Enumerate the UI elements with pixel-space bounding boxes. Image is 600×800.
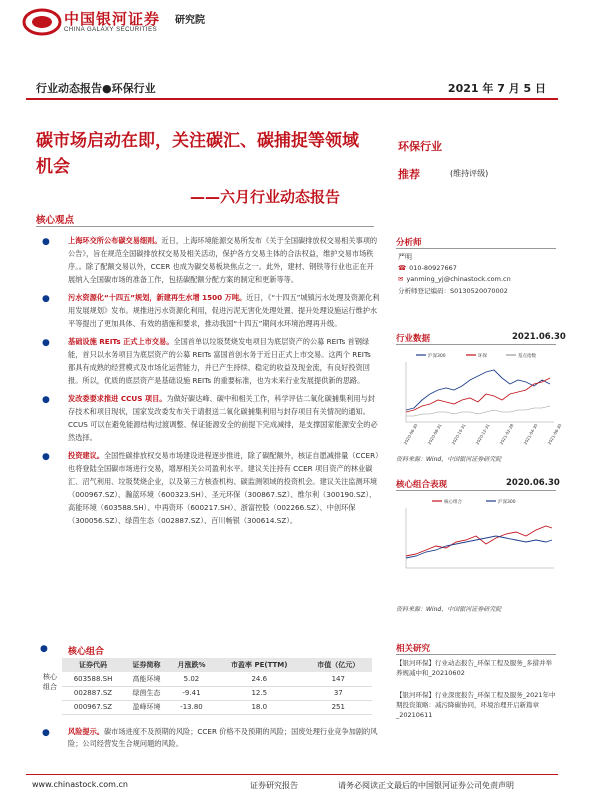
key-point (40, 291, 380, 330)
table-cell: 绿茵生态 (124, 686, 169, 700)
table-cell: 603588.SH (62, 672, 124, 686)
column-header: 证券代码 (62, 658, 124, 672)
divider (396, 490, 556, 491)
table-row (62, 700, 372, 714)
column-header: 市值（亿元） (305, 658, 372, 672)
footer-site[interactable]: www.chinastock.com.cn (32, 780, 128, 789)
related-link[interactable]: 【银河环保】行业动态报告_环保工程及服务_多措并举养规减中和_20210602 (396, 659, 552, 677)
analyst-phone (398, 264, 457, 272)
analyst-email[interactable] (398, 275, 511, 283)
key-point (40, 335, 380, 387)
risk-lead: 风险提示。 (68, 727, 104, 736)
divider (396, 344, 556, 345)
divider (396, 654, 556, 655)
key-points-heading: 核心观点 (36, 215, 75, 226)
table-cell: 18.0 (214, 700, 305, 714)
industry-chart-source: 资料来源：Wind，中国银河证券研究院 (396, 456, 502, 463)
legend-label: 沪深300 (498, 500, 516, 505)
related-link[interactable]: 【银河环保】行业深度报告_环保工程及服务_2021年中期投资策略：减污降碳协同，环境治理开启新篇章_20210611 (396, 691, 556, 719)
bullet-icon: ● (42, 728, 50, 738)
key-point-lead: 发改委要求推进 CCUS 项目。 (68, 394, 167, 403)
footer-divider (26, 774, 558, 775)
core-perf-heading: 核心组合表现 (396, 480, 448, 490)
core-perf-date: 2020.06.30 (506, 478, 560, 488)
table-cell: -13.80 (169, 700, 214, 714)
legend-label: 环保 (478, 354, 487, 359)
phone-icon: ☎ (398, 264, 407, 272)
industry-data-heading: 行业数据 (396, 334, 431, 344)
x-tick-label: 2021-04-30 (522, 422, 539, 446)
column-header: 月涨跌% (169, 658, 214, 672)
key-point-text: 为做好碳达峰、碳中和相关工作，科学评估二氧化碳捕集利用与封存技术和项目现状，国家发改委发布关于请报送二氧化碳捕集利用与封存项目有关情况的通知。CCUS 可以在避免能源结构过渡调整、保证能源安全的前提下完成减排，是支撑国家能源安全的必然选择。 (68, 394, 378, 442)
report-banner (26, 74, 558, 100)
table-cell: 37 (305, 686, 372, 700)
bullet-icon: ● (42, 338, 50, 348)
column-header: 证券简称 (124, 658, 169, 672)
industry-data-date: 2021.06.30 (512, 332, 566, 342)
legend-label: 沪深300 (428, 354, 446, 359)
bullet-icon: ● (42, 452, 50, 462)
table-row (62, 672, 372, 686)
footer-label: 证券研究报告 (250, 781, 298, 790)
x-tick-label: 2020-06-30 (402, 422, 419, 446)
table-cell: 002887.SZ (62, 686, 124, 700)
risk-text: 碳市场进度不及预期的风险；CCER 价格不及预期的风险；国废处理行业竞争加剧的风险；公司经营发生合规问题的风险。 (68, 727, 378, 748)
rating-label: 推荐 (398, 168, 420, 181)
industry-chart (396, 350, 563, 450)
key-point-text: 近日，上海环境能源交易所发布《关于全国碳排放权交易相关事项的公告》，旨在规范全国碳排放权交易及相关活动，保护各方交易主体的合法权益，维护交易市场秩序。。除了配额交易以外，CCER 也成为碳交易板块焦点之一。此外，建材、钢铁等行业也正在开展纳入全国碳市场的准备工作，包括碳配额分配方案的制定和更新等等。 (68, 236, 378, 284)
key-point-text: 全国首单以垃圾焚烧发电项目为底层资产的公募 REITs 首钢绿能，首只以水务项目为底层资产的公募 REITs 富国首创水务于近日正式上市交易。这两个 REITs 都具有成熟的经营模式及市场化运营能力，并已产生持续、稳定的收益及现金流，有良好投资回报。所以，优质的底层资产是基础设施 REITs 的重要标准，也为未来行业发展提供新的思路。 (68, 337, 371, 385)
table-cell: 盈峰环境 (124, 700, 169, 714)
report-type: 行业动态报告●环保行业 (36, 82, 156, 95)
key-point-text: 近日，《“十四五”城镇污水处理及资源化利用发展规划》发布。规推进污水资源化利用，促进污泥无害化处理处置、提升处理设施运行维护水平等提出了更加具体、有效的措施和要求，推动我国“十四五”期间水环境治理再升级。 (68, 293, 380, 328)
x-tick-label: 2021-06-30 (546, 422, 563, 446)
analyst-cert: 分析师登记编码：S0130520070002 (398, 287, 508, 295)
table-cell: 高能环境 (124, 672, 169, 686)
key-point-text: 全国性碳排放权交易市场建设进程逐步推进，除了碳配额外，核证自愿减排量（CCER）也将登陆全国碳市场进行交易，增厚相关公司盈利水平。建议关注持有 CCER 项目资产的林业碳汇、沼气利用、垃圾焚烧企业，以及第三方核查机构、碳监测领域的投资机会。建议关注监测环境（000967.SZ）、瀚蓝环境（600323.SH）、圣元环保（300867.SZ）、维尔利（300190.SZ）、高能环境（603588.SH）、中再资环（600217.SH）、浙富控股（002266.SZ）、中创环保（300056.SZ）、绿茵生态（002887.SZ）、百川畅银（300614.SZ）。 (68, 451, 379, 525)
risk-warning (40, 726, 380, 750)
table-cell: 12.5 (214, 686, 305, 700)
brand-name: 中国银河证券 (64, 10, 161, 28)
bullet-icon: ● (42, 294, 50, 304)
analyst-heading: 分析师 (396, 238, 422, 248)
legend-label: 核心组合 (444, 500, 462, 505)
bullet-icon: ● (40, 644, 48, 654)
table-cell: 000967.SZ (62, 700, 124, 714)
x-tick-label: 2020-12-31 (474, 422, 491, 446)
email-icon: ✉ (398, 275, 404, 283)
x-tick-label: 2020-10-31 (450, 422, 467, 446)
table-row (62, 686, 372, 700)
core-perf-source: 资料来源：Wind，中国银河证券研究院 (396, 606, 502, 613)
institute-label: 研究院 (175, 15, 205, 26)
report-subtitle: ——六月行业动态报告 (190, 188, 341, 206)
table-cell: -9.41 (169, 686, 214, 700)
analyst-email-value: yanming_yj@chinastock.com.cn (406, 275, 511, 283)
analyst-phone-value: 010-80927667 (409, 264, 457, 272)
china-galaxy-logo-icon (22, 6, 62, 38)
report-title: 碳市场启动在即，关注碳汇、碳捕捉等领域机会 (36, 131, 359, 177)
bullet-icon: ● (42, 237, 50, 247)
footer-disclaimer: 请务必阅读正文最后的中国银河证券公司免责声明 (338, 781, 514, 790)
rating-note: (维持评级) (450, 169, 489, 178)
report-date: 2021 年 7 月 5 日 (447, 82, 546, 95)
key-points-list (40, 234, 380, 532)
brand-name-en: CHINA GALAXY SECURITIES (64, 27, 158, 33)
bullet-icon: ● (42, 395, 50, 405)
legend-label: 基点指数 (518, 354, 536, 359)
analyst-name: 严明 (398, 253, 412, 261)
key-point-lead: 基础设施 REITs 正式上市交易。 (68, 337, 174, 346)
table-cell: 147 (305, 672, 372, 686)
x-tick-label: 2020-08-31 (426, 422, 443, 446)
key-point (40, 392, 380, 444)
key-point-lead: 污水资源化“十四五”规划，新建再生水增 1500 万吨。 (68, 293, 247, 302)
key-point (40, 449, 380, 527)
key-point-lead: 投资建议。 (68, 451, 104, 460)
pool-title: 核心组合 (68, 647, 105, 657)
key-point (40, 234, 380, 286)
core-perf-chart (396, 496, 558, 596)
pool-side-label: 核心组合 (43, 673, 57, 691)
table-cell: 24.6 (214, 672, 305, 686)
related-heading: 相关研究 (396, 644, 431, 654)
sector-name: 环保行业 (398, 140, 442, 153)
divider (396, 248, 556, 249)
key-point-lead: 上海环交所公布碳交易细则。 (68, 236, 162, 245)
table-cell: 251 (305, 700, 372, 714)
x-tick-label: 2021-02-28 (498, 422, 515, 446)
column-header: 市盈率 PE(TTM) (214, 658, 305, 672)
table-cell: 5.02 (169, 672, 214, 686)
divider (36, 226, 374, 227)
